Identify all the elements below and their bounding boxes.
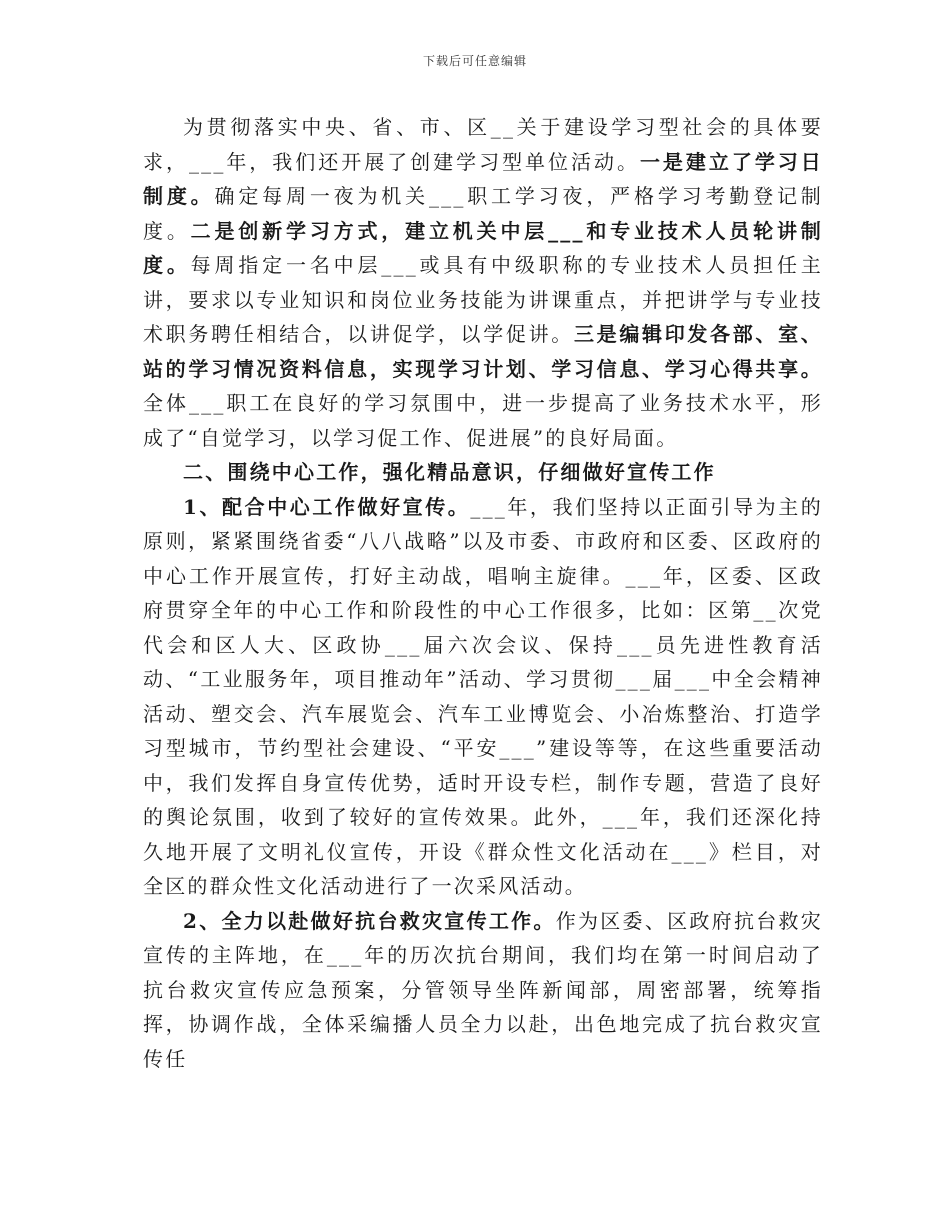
bold-run: 2、全力以赴做好抗台救灾宣传工作。	[183, 908, 556, 933]
paragraph-center-work	[143, 490, 823, 904]
bold-run: 一是建立了学习日制度。	[143, 149, 823, 208]
text-run: 作为区委、区政府抗台救灾宣传的主阵地，在___年的历次抗台期间，我们均在第一时间启动了抗台救灾宣传应急预案，分管领导坐阵新闻部，周密部署，统筹指挥，协调作战，全体采编播人员全力以赴，出色地完成了抗台救灾宣传任	[143, 908, 823, 1071]
paragraph-typhoon	[143, 904, 823, 1077]
text-run: 确定每周一夜为机关___职工学习夜，严格学习考勤登记制度。	[143, 184, 823, 243]
bold-run: 二是创新学习方式，建立机关中层___和专业技术人员轮讲制度。	[143, 218, 823, 277]
text-run: 每周指定一名中层___或具有中级职称的专业技术人员担任主讲，要求以专业知识和岗位业务技能为讲课重点，并把讲学与专业技术职务聘任相结合，以讲促学，以学促讲。	[143, 253, 823, 346]
bold-run: 1、配合中心工作做好宣传。	[183, 494, 471, 519]
text-run: 为贯彻落实中央、省、市、区__关于建设学习型社会的具体要求，___年，我们还开展了创建学习型单位活动。	[143, 115, 823, 174]
bold-run: 三是编辑印发各部、室、站的学习情况资料信息，实现学习计划、学习信息、学习心得共享。	[143, 322, 823, 381]
section-heading: 二、围绕中心工作，强化精品意识，仔细做好宣传工作	[183, 460, 716, 484]
paragraph-learning	[143, 110, 823, 455]
text-run: ___年，我们坚持以正面引导为主的原则，紧紧围绕省委“八八战略”以及市委、市政府和区委、区政府的中心工作开展宣传，打好主动战，唱响主旋律。___年，区委、区政府贯穿全年的中心工作和阶段性的中心工作很多，比如：区第__次党代会和区人大、区政协___届六次会议、保持___员先进性教育活动、“工业服务年，项目推动年”活动、学习贯彻___届___中全会精神活动、塑交会、汽车展览会、汽车工业博览会、小冶炼整治、打造学习型城市，节约型社会建设、“平安___”建设等等，在这些重要活动中，我们发挥自身宣传优势，适时开设专栏，制作专题，营造了良好的舆论氛围，收到了较好的宣传效果。此外，___年，我们还深化持久地开展了文明礼仪宣传，开设《群众性文化活动在___》栏目，对全区的群众性文化活动进行了一次采风活动。	[143, 494, 823, 898]
document-body	[143, 110, 823, 1076]
page-header: 下载后可任意编辑	[422, 54, 527, 68]
text-run: 全体___职工在良好的学习氛围中，进一步提高了业务技术水平，形成了“自觉学习，以学习促工作、促进展”的良好局面。	[143, 391, 823, 450]
